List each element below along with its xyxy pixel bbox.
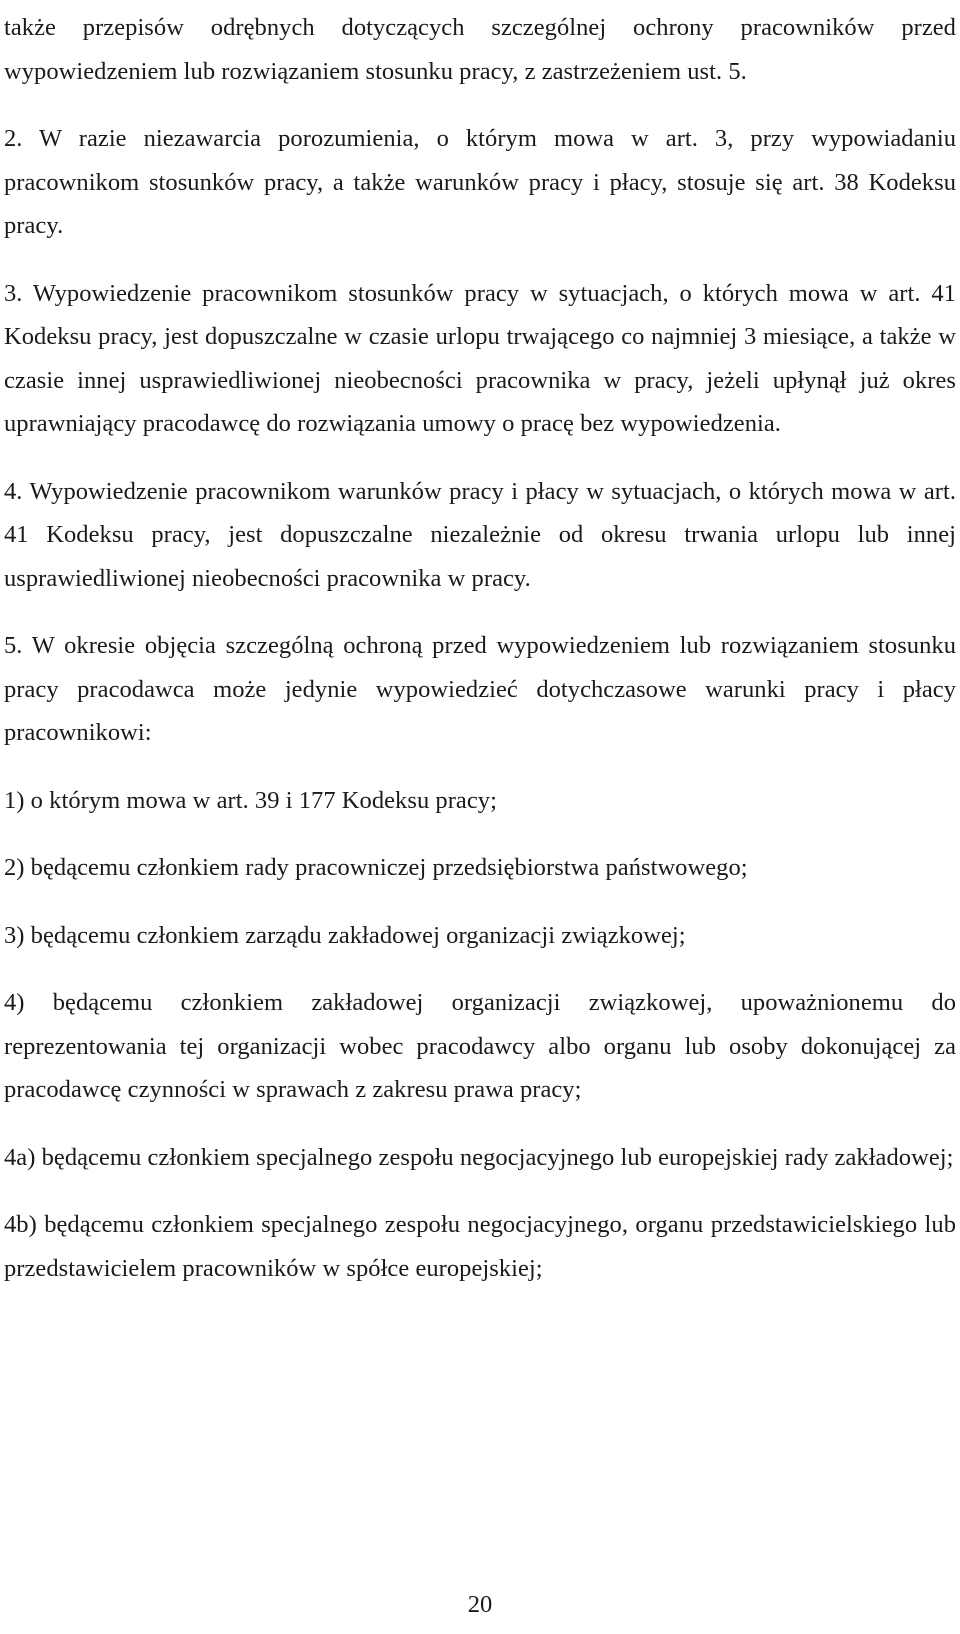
page-number: 20 — [467, 1591, 493, 1618]
list-item-4a: 4a) będącemu członkiem specjalnego zespołu negocjacyjnego lub europejskiej rady zakładowej; — [4, 1143, 954, 1171]
paragraph-3: 3. Wypowiedzenie pracownikom stosunków pracy w sytuacjach, o których mowa w art. 41 Kodeksu pracy, jest dopuszczalne w czasie urlopu trwającego co najmniej 3 miesiące, a także w czasie innej usprawiedliwionej nieobecności pracownika w pracy, jeżeli upłynął już okres uprawniający pracodawcę do rozwiązania umowy o pracę bez wypowiedzenia. — [4, 279, 956, 437]
paragraph-2: 2. W razie niezawarcia porozumienia, o którym mowa w art. 3, przy wypowiadaniu pracownikom stosunków pracy, a także warunków pracy i płacy, stosuje się art. 38 Kodeksu pracy. — [4, 125, 956, 239]
document-body — [4, 6, 956, 1290]
list-item-4b: 4b) będącemu członkiem specjalnego zespołu negocjacyjnego, organu przedstawicielskiego lub przedstawicielem pracowników w spółce europejskiej; — [4, 1211, 956, 1282]
list-item-2: 2) będącemu członkiem rady pracowniczej przedsiębiorstwa państwowego; — [4, 854, 748, 881]
list-item-1: 1) o którym mowa w art. 39 i 177 Kodeksu pracy; — [4, 786, 497, 814]
paragraph-continuation: także przepisów odrębnych dotyczących szczególnej ochrony pracowników przed wypowiedzeniem lub rozwiązaniem stosunku pracy, z zastrzeżeniem ust. 5. — [4, 14, 956, 85]
list-item-4: 4) będącemu członkiem zakładowej organizacji związkowej, upoważnionemu do reprezentowania tej organizacji wobec pracodawcy albo organu lub osoby dokonującej za pracodawcę czynności w sprawach z zakresu prawa pracy; — [4, 989, 956, 1103]
paragraph-5: 5. W okresie objęcia szczególną ochroną przed wypowiedzeniem lub rozwiązaniem stosunku pracy pracodawca może jedynie wypowiedzieć dotychczasowe warunki pracy i płacy pracownikowi: — [4, 632, 956, 746]
paragraph-4: 4. Wypowiedzenie pracownikom warunków pracy i płacy w sytuacjach, o których mowa w art. 41 Kodeksu pracy, jest dopuszczalne niezależnie od okresu trwania urlopu lub innej usprawiedliwionej nieobecności pracownika w pracy. — [4, 477, 956, 592]
list-item-3: 3) będącemu członkiem zarządu zakładowej organizacji związkowej; — [4, 921, 686, 949]
